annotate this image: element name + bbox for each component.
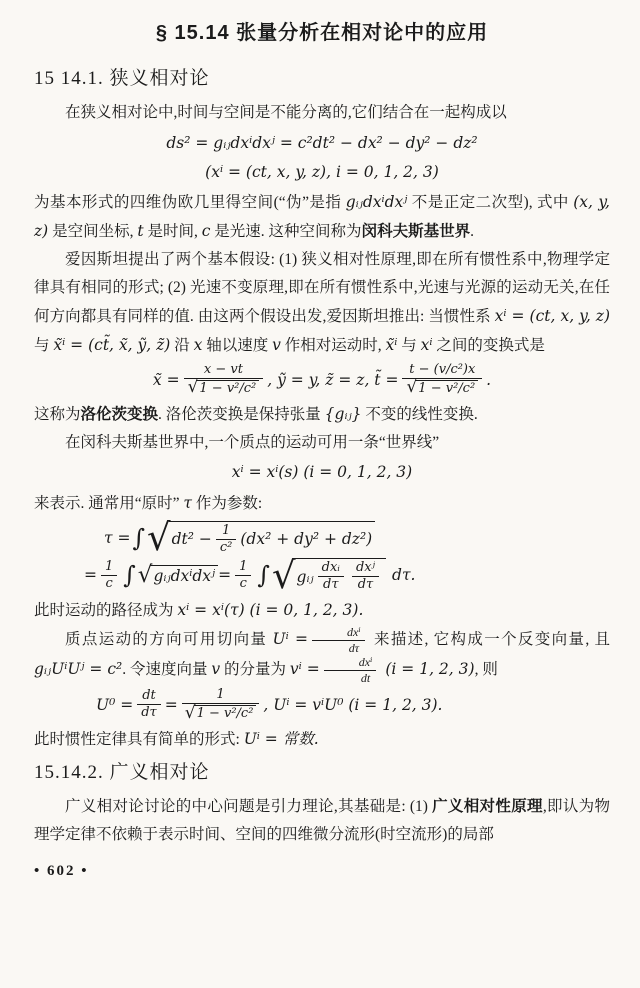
paragraph-lorentz-name bbox=[34, 400, 610, 429]
text-run: 此时运动的路径成为 bbox=[34, 601, 178, 619]
numerator: 1 bbox=[216, 687, 225, 703]
display-formula-tau-line2 bbox=[34, 553, 610, 597]
denominator: dτ bbox=[137, 704, 161, 720]
text-run: 的分量为 bbox=[220, 660, 290, 678]
paragraph-pseudo-euclidean bbox=[34, 188, 610, 246]
math-run: xⁱ = (ct, x, y, z) bbox=[494, 307, 610, 325]
text-run: 与 bbox=[34, 337, 54, 354]
text-run: 是光速. 这种空间称为 bbox=[210, 223, 362, 240]
math-run: τ = bbox=[104, 528, 131, 547]
math-run: c bbox=[201, 222, 211, 240]
fraction bbox=[101, 560, 117, 592]
text-run: 广义相对论讨论的中心问题是引力理论,其基础是: (1) bbox=[65, 797, 433, 815]
math-run: x̃ⁱ = (ct̃, x̃, ỹ, z̃) bbox=[53, 336, 171, 354]
text-run: 在狭义相对论中,时间与空间是不能分离的,它们结合在一起构成以 bbox=[65, 104, 507, 121]
paragraph-general-relativity bbox=[34, 793, 610, 849]
numerator: dxⁱ bbox=[346, 624, 361, 639]
paragraph-proper-time bbox=[34, 489, 610, 518]
text-run: 在闵科夫斯基世界中,一个质点的运动可用一条“世界线” bbox=[65, 433, 440, 451]
math-run: ds² = gᵢⱼdxⁱdxʲ = c²dt² − dx² − dy² − dz² bbox=[166, 133, 478, 152]
numerator: dt bbox=[142, 688, 156, 704]
math-run: dt² − bbox=[171, 530, 212, 549]
sqrt-symbol: √ bbox=[271, 553, 296, 597]
denominator: dτ bbox=[312, 640, 365, 655]
fraction bbox=[312, 626, 365, 655]
display-formula-world-line bbox=[34, 460, 610, 486]
text-run: 来表示. 通常用“原时” bbox=[34, 494, 184, 512]
numerator: 1 bbox=[221, 522, 231, 538]
text-run: 不变的线性变换. bbox=[361, 405, 478, 423]
sqrt-symbol: √ bbox=[147, 516, 171, 560]
text-run: 来描述, 它构成一个反变向量, 且 bbox=[368, 630, 610, 648]
math-run: (x, y, z) bbox=[34, 193, 610, 240]
math-run: gᵢⱼUⁱUʲ = c² bbox=[34, 659, 123, 678]
math-run: gᵢⱼdxⁱdxʲ bbox=[345, 193, 408, 211]
text-run: 爱因斯坦提出了两个基本假设: (1) 狭义相对性原理,即在所有惯性系中,物理学定律具有相同的形式; (2) 光速不变原理,即在所有惯性系中,光速与光源的运动无关,在任何方向都具有同样的值. 由这两个假设出发,爱因斯坦推出: 当惯性系 bbox=[34, 251, 610, 325]
text-run: 不是正定二次型), 式中 bbox=[407, 194, 574, 211]
display-formula-four-velocity bbox=[34, 688, 610, 722]
paragraph-inertia-law bbox=[34, 725, 610, 754]
math-run: (i = 1, 2, 3) bbox=[380, 659, 475, 678]
math-run: xⁱ = xⁱ(s) (i = 0, 1, 2, 3) bbox=[231, 463, 413, 482]
math-run: t bbox=[137, 222, 144, 240]
text-run: 是时间, bbox=[143, 223, 202, 240]
page-number: • 602 • bbox=[34, 862, 89, 879]
sqrt-vinculum: gᵢⱼdxⁱdxʲ bbox=[150, 565, 218, 586]
sqrt-vinculum: 1 − v²/c² bbox=[415, 380, 478, 396]
denominator: c bbox=[101, 575, 117, 591]
math-run: (dx² + dy² + dz²) bbox=[240, 530, 373, 549]
denominator: dτ bbox=[318, 576, 344, 592]
math-run: v bbox=[211, 659, 221, 678]
sqrt-symbol: √ bbox=[187, 377, 199, 398]
text-run: 轴以速度 bbox=[202, 337, 273, 354]
denominator: c² bbox=[216, 539, 237, 555]
integral-symbol: ∫ bbox=[132, 523, 146, 552]
denominator bbox=[402, 378, 482, 396]
numerator: t − (v/c²)x bbox=[409, 362, 476, 377]
fraction bbox=[324, 656, 377, 685]
denominator bbox=[182, 703, 260, 721]
text-run: 作相对运动时, bbox=[280, 337, 386, 354]
text-run: 之间的变换式是 bbox=[432, 337, 545, 354]
text-run: 沿 bbox=[170, 337, 194, 354]
math-run: U⁰ = bbox=[96, 695, 134, 714]
page-title: § 15.14 张量分析在相对论中的应用 bbox=[155, 22, 489, 44]
numerator: 1 bbox=[239, 558, 248, 574]
math-run: τ bbox=[183, 493, 192, 512]
denominator: dτ bbox=[352, 576, 379, 592]
text-run: . bbox=[470, 223, 474, 240]
fraction bbox=[216, 524, 237, 556]
math-run: , ỹ = y, z̃ = z, t̃ = bbox=[267, 370, 399, 389]
denominator: c bbox=[235, 575, 251, 591]
display-formula-metric bbox=[34, 130, 610, 156]
section-heading-2: 15.14.2. 广义相对论 bbox=[34, 761, 210, 783]
text-run: 此时惯性定律具有简单的形式: bbox=[34, 730, 244, 748]
bold-run: 广义相对性原理 bbox=[432, 797, 543, 815]
text-run: ,即认为物理学定律不依赖于表示时间、空间的四维微分流形(时空流形)的局部 bbox=[34, 797, 610, 843]
math-run: = bbox=[84, 566, 97, 585]
fraction bbox=[184, 363, 264, 397]
display-formula-lorentz bbox=[34, 363, 610, 397]
text-run: 是空间坐标, bbox=[48, 223, 138, 240]
bold-run: 闵科夫斯基世界 bbox=[361, 223, 471, 240]
math-run: (xⁱ = (ct, x, y, z), i = 0, 1, 2, 3) bbox=[205, 162, 439, 181]
fraction bbox=[352, 561, 379, 593]
math-run: x̃ = bbox=[152, 370, 180, 389]
text-run: . 令速度向量 bbox=[122, 660, 212, 678]
text-run: 作为参数: bbox=[191, 494, 263, 512]
text-run: . 洛伦茨变换是保持张量 bbox=[158, 405, 325, 423]
text-run: 质点运动的方向可用切向量 bbox=[65, 630, 273, 648]
display-formula-coordinates bbox=[34, 159, 610, 185]
sqrt-vinculum bbox=[294, 558, 387, 593]
denominator bbox=[184, 378, 264, 396]
math-run: = bbox=[218, 566, 232, 585]
numerator: 1 bbox=[105, 558, 114, 574]
math-run: , Uⁱ = vⁱU⁰ (i = 1, 2, 3). bbox=[263, 695, 443, 714]
sqrt-symbol: √ bbox=[137, 562, 153, 589]
fraction bbox=[235, 560, 251, 592]
sqrt-vinculum bbox=[169, 521, 376, 556]
numerator: dxʲ bbox=[355, 560, 376, 576]
numerator: dxⁱ bbox=[358, 654, 373, 669]
paragraph-path bbox=[34, 596, 610, 625]
integral-symbol: ∫ bbox=[123, 561, 136, 590]
math-run: x̃ⁱ bbox=[385, 336, 398, 354]
integral-symbol: ∫ bbox=[257, 561, 270, 590]
math-run: dτ. bbox=[392, 566, 416, 585]
math-run: x bbox=[193, 336, 203, 354]
paragraph-tangent-vector bbox=[34, 625, 610, 685]
sqrt-symbol: √ bbox=[406, 377, 418, 398]
math-run: = bbox=[164, 695, 178, 714]
math-run: Uⁱ = bbox=[272, 629, 308, 648]
fraction bbox=[318, 561, 344, 593]
bold-run: 洛伦茨变换 bbox=[80, 405, 159, 423]
paragraph-einstein-postulates bbox=[34, 246, 610, 360]
numerator: x − vt bbox=[203, 362, 243, 377]
text-run: 为基本形式的四维伪欧几里得空间(“伪”是指 bbox=[34, 194, 346, 211]
paragraph-world-line bbox=[34, 429, 610, 457]
math-run: Uⁱ = 常数. bbox=[243, 729, 319, 748]
denominator: dt bbox=[324, 670, 377, 685]
sqrt-vinculum: 1 − v²/c² bbox=[194, 705, 257, 721]
numerator: dxᵢ bbox=[321, 560, 340, 576]
fraction bbox=[182, 688, 260, 722]
fraction bbox=[137, 689, 161, 721]
section-heading-1: 15 14.1. 狭义相对论 bbox=[34, 68, 210, 89]
text-run: 与 bbox=[397, 337, 421, 354]
math-run: v bbox=[272, 336, 281, 354]
math-run: xⁱ = xⁱ(τ) (i = 0, 1, 2, 3). bbox=[177, 600, 364, 619]
text-run: 这称为 bbox=[34, 405, 81, 423]
math-run: gᵢⱼ bbox=[296, 567, 314, 586]
fraction bbox=[402, 363, 482, 397]
math-run: . bbox=[486, 370, 492, 389]
display-formula-tau-line1 bbox=[34, 516, 610, 560]
sqrt-vinculum: 1 − v²/c² bbox=[196, 380, 259, 396]
text-run: , 则 bbox=[474, 660, 498, 678]
paragraph-intro bbox=[34, 99, 610, 127]
sqrt-symbol: √ bbox=[184, 702, 196, 723]
math-run: {gᵢⱼ} bbox=[324, 404, 362, 423]
math-run: vⁱ = bbox=[289, 659, 320, 678]
math-run: xⁱ bbox=[420, 336, 433, 354]
